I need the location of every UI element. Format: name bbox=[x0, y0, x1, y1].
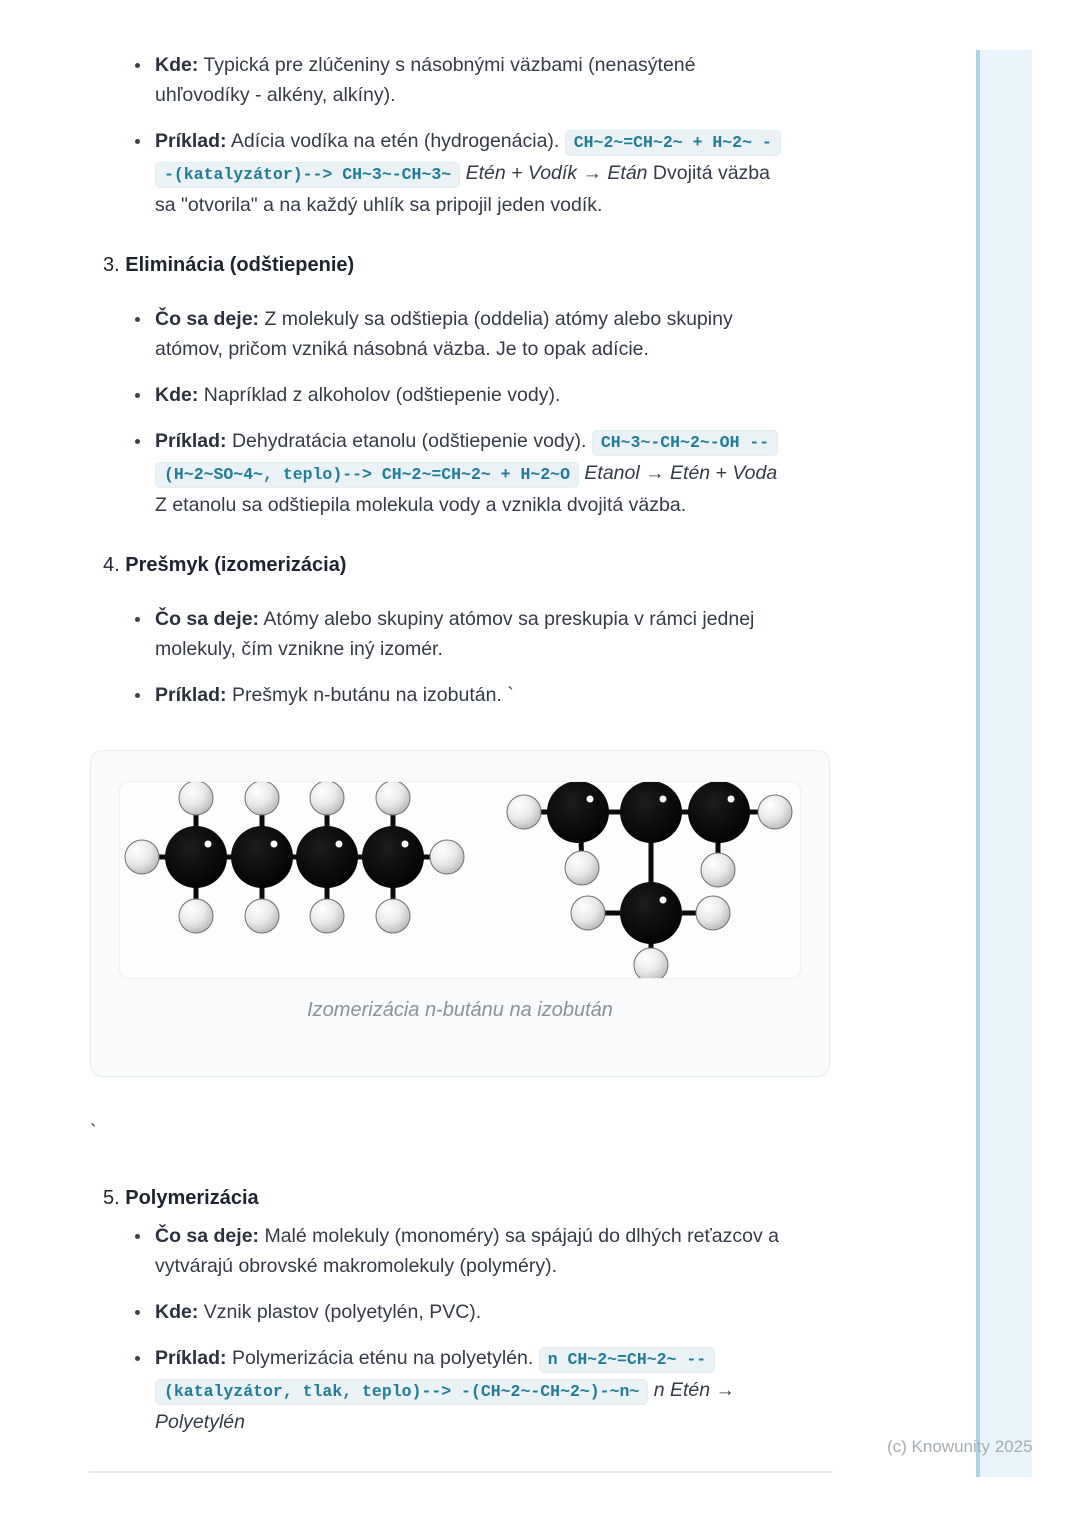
bullet-text: Z molekuly sa odštiepia (oddelia) atómy alebo skupiny bbox=[259, 308, 733, 330]
section-title: Polymerizácia bbox=[125, 1187, 259, 1209]
section-heading-polymerizacia bbox=[90, 1183, 830, 1213]
bullet-co-sa-deje bbox=[155, 604, 830, 664]
formula-italic: Etén + Vodík → Etán bbox=[465, 162, 648, 184]
bullet-text: Vznik plastov (polyetylén, PVC). bbox=[198, 1301, 482, 1323]
molecule-diagram bbox=[120, 782, 801, 979]
code-chip: n CH~2~=CH~2~ -- bbox=[539, 1347, 715, 1373]
code-chip: (H~2~SO~4~, teplo)--> CH~2~=CH~2~ + H~2~O bbox=[155, 462, 579, 488]
bullet-text: Atómy alebo skupiny atómov sa preskupia v rámci jednej bbox=[259, 608, 755, 630]
molecule-figure bbox=[119, 781, 801, 979]
section-heading-presmyk bbox=[90, 550, 830, 580]
figure-caption: Izomerizácia n-butánu na izobután bbox=[307, 999, 613, 1021]
bullet-label: Čo sa deje: bbox=[155, 608, 260, 630]
figure-card bbox=[90, 750, 830, 1077]
section-number: 5. bbox=[103, 1187, 120, 1209]
document-content bbox=[90, 0, 830, 1453]
bullet-label: Čo sa deje: bbox=[155, 1225, 260, 1247]
bullet-text: Adícia vodíka na etén (hydrogenácia). bbox=[226, 130, 565, 152]
section-presmyk-bullets bbox=[90, 604, 830, 710]
bullet-label: Kde: bbox=[155, 1301, 199, 1323]
right-edge-stripe bbox=[976, 50, 1032, 1477]
code-chip: (katalyzátor, tlak, teplo)--> -(CH~2~-CH~2~)-~n~ bbox=[155, 1379, 648, 1405]
bullet-label: Príklad: bbox=[155, 1347, 227, 1369]
code-chip: CH~3~-CH~2~-OH -- bbox=[592, 430, 778, 456]
section-heading-eliminacia bbox=[90, 250, 830, 280]
code-chip: -(katalyzátor)--> CH~3~-CH~3~ bbox=[155, 162, 460, 188]
bullet-text: Dehydratácia etanolu (odštiepenie vody). bbox=[226, 430, 592, 452]
bullet-text: Napríklad z alkoholov (odštiepenie vody). bbox=[198, 384, 561, 406]
bullet-priklad bbox=[155, 1343, 830, 1437]
bullet-text: Typická pre zlúčeniny s násobnými väzbami (nenasýtené bbox=[198, 54, 696, 76]
section-number: 4. bbox=[103, 554, 120, 576]
bullet-text: vytvárajú obrovské makromolekuly (polyméry). bbox=[155, 1255, 558, 1277]
bullet-text: Prešmyk n-butánu na izobután. ` bbox=[226, 684, 514, 706]
section-polymerizacia-bullets bbox=[90, 1221, 830, 1437]
bullet-text: Dvojitá väzba bbox=[647, 162, 770, 184]
bullet-priklad bbox=[155, 680, 830, 710]
bullet-label: Kde: bbox=[155, 384, 199, 406]
code-chip: CH~2~=CH~2~ + H~2~ - bbox=[565, 130, 781, 156]
copyright-note: (c) Knowunity 2025 bbox=[887, 1437, 1033, 1456]
bullet-priklad bbox=[155, 426, 830, 520]
bullet-text: Polymerizácia eténu na polyetylén. bbox=[226, 1347, 539, 1369]
formula-italic: Polyetylén bbox=[155, 1411, 245, 1433]
bullet-kde bbox=[155, 380, 830, 410]
section-eliminacia-bullets bbox=[90, 304, 830, 520]
bullet-label: Kde: bbox=[155, 54, 199, 76]
bullet-text: uhľovodíky - alkény, alkíny). bbox=[155, 84, 396, 106]
section-title: Prešmyk (izomerizácia) bbox=[125, 554, 347, 576]
bullet-label: Čo sa deje: bbox=[155, 308, 260, 330]
bullet-text: molekuly, čím vznikne iný izomér. bbox=[155, 638, 443, 660]
formula-italic: n Etén → bbox=[653, 1379, 735, 1401]
section-number: 3. bbox=[103, 254, 120, 276]
section-title: Eliminácia (odštiepenie) bbox=[125, 254, 355, 276]
bullet-kde bbox=[155, 1297, 830, 1327]
bullet-priklad bbox=[155, 126, 830, 220]
lead-bullet-list bbox=[90, 50, 830, 220]
bullet-label: Príklad: bbox=[155, 430, 227, 452]
bullet-co-sa-deje bbox=[155, 304, 830, 364]
bullet-label: Príklad: bbox=[155, 684, 227, 706]
bottom-divider bbox=[89, 1471, 833, 1473]
bullet-text: Malé molekuly (monoméry) sa spájajú do dlhých reťazcov a bbox=[259, 1225, 779, 1247]
bullet-co-sa-deje bbox=[155, 1221, 830, 1281]
stray-backtick: ` bbox=[90, 1121, 97, 1143]
bullet-text: atómov, pričom vzniká násobná väzba. Je to opak adície. bbox=[155, 338, 649, 360]
bullet-label: Príklad: bbox=[155, 130, 227, 152]
bullet-text: sa "otvorila" a na každý uhlík sa pripojil jeden vodík. bbox=[155, 194, 603, 216]
bullet-text: Z etanolu sa odštiepila molekula vody a vznikla dvojitá väzba. bbox=[155, 494, 687, 516]
formula-italic: Etanol → Etén + Voda bbox=[584, 462, 778, 484]
bullet-kde bbox=[155, 50, 830, 110]
